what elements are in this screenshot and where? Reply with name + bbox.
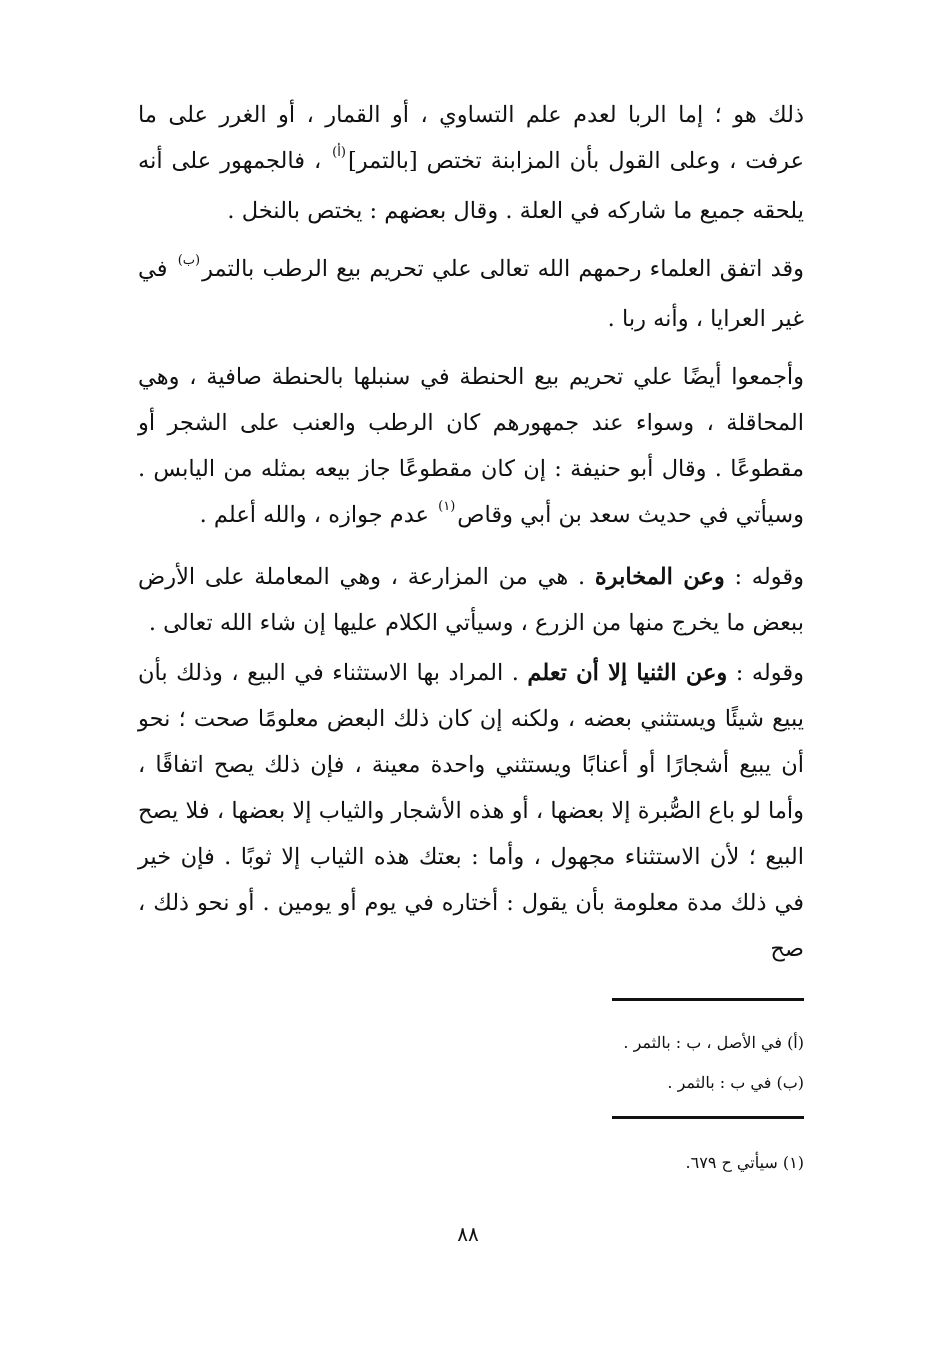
paragraph-text: ذلك هو ؛ إما الربا لعدم علم التساوي ، أو القمار ، أو الغرر على ما عرفت ، وعلى القول بأن المزابنة تختص [بالتمر]: [138, 102, 804, 174]
paragraph-text: في غير العرايا ، وأنه ربا .: [138, 256, 804, 332]
footnote-variant-a: (أ) في الأصل ، ب : بالثمر .: [623, 1033, 804, 1052]
footnote-divider-bottom: [612, 1116, 804, 1119]
main-text: [138, 92, 804, 972]
paragraph-3: [138, 354, 804, 542]
paragraph-text: ، فالجمهور على أنه يلحقه جميع ما شاركه في العلة . وقال بعضهم : يختص بالنخل .: [138, 148, 804, 224]
paragraph-text: وقوله :: [724, 564, 804, 590]
paragraph-text: . هي من المزارعة ، وهي المعاملة على الأرض ببعض ما يخرج منها من الزرع ، وسيأتي الكلام عليها إن شاء الله تعالى .: [138, 564, 804, 636]
quoted-term: وعن الثنيا إلا أن تعلم: [527, 660, 728, 686]
footnote-reference-1: (١) سيأتي ح ٦٧٩.: [685, 1153, 804, 1172]
page-number: ٨٨: [457, 1222, 479, 1246]
footnote-marker: (أ): [332, 145, 346, 160]
paragraph-2: [138, 246, 804, 342]
paragraph-text: وقد اتفق العلماء رحمهم الله تعالى علي تحريم بيع الرطب بالتمر: [202, 256, 804, 282]
footnote-divider-top: [612, 998, 804, 1001]
paragraph-text: وقوله :: [727, 660, 804, 686]
quoted-term: وعن المخابرة: [594, 564, 725, 590]
paragraph-text: عدم جوازه ، والله أعلم .: [199, 502, 437, 528]
paragraph-5: [138, 650, 804, 972]
paragraph-text: وأجمعوا أيضًا علي تحريم بيع الحنطة في سنبلها بالحنطة صافية ، وهي المحاقلة ، وسواء عند جمهورهم كان الرطب والعنب على الشجر أو مقطوعًا . وقال أبو حنيفة : إن كان مقطوعًا جاز بيعه بمثله من اليابس . وسيأتي في حديث سعد بن أبي وقاص: [138, 364, 804, 528]
paragraph-1: [138, 92, 804, 234]
paragraph-text: . المراد بها الاستثناء في البيع ، وذلك بأن يبيع شيئًا ويستثني بعضه ، ولكنه إن كان ذلك البعض معلومًا صحت ؛ نحو أن يبيع أشجارًا أو أعنابًا ويستثني واحدة معينة ، فإن ذلك يصح اتفاقًا ، وأما لو باع الصُّبرة إلا بعضها ، أو هذه الأشجار والثياب إلا بعضها ، فلا يصح البيع ؛ لأن الاستثناء مجهول ، وأما : بعتك هذه الثياب إلا ثوبًا . فإن خير في ذلك مدة معلومة بأن يقول : أختاره في يوم أو يومين . أو نحو ذلك ، صح: [138, 660, 804, 962]
footnote-marker: (١): [438, 499, 456, 514]
footnote-marker: (ب): [177, 253, 201, 268]
paragraph-4: [138, 554, 804, 646]
footnote-variant-b: (ب) في ب : بالثمر .: [667, 1073, 804, 1092]
